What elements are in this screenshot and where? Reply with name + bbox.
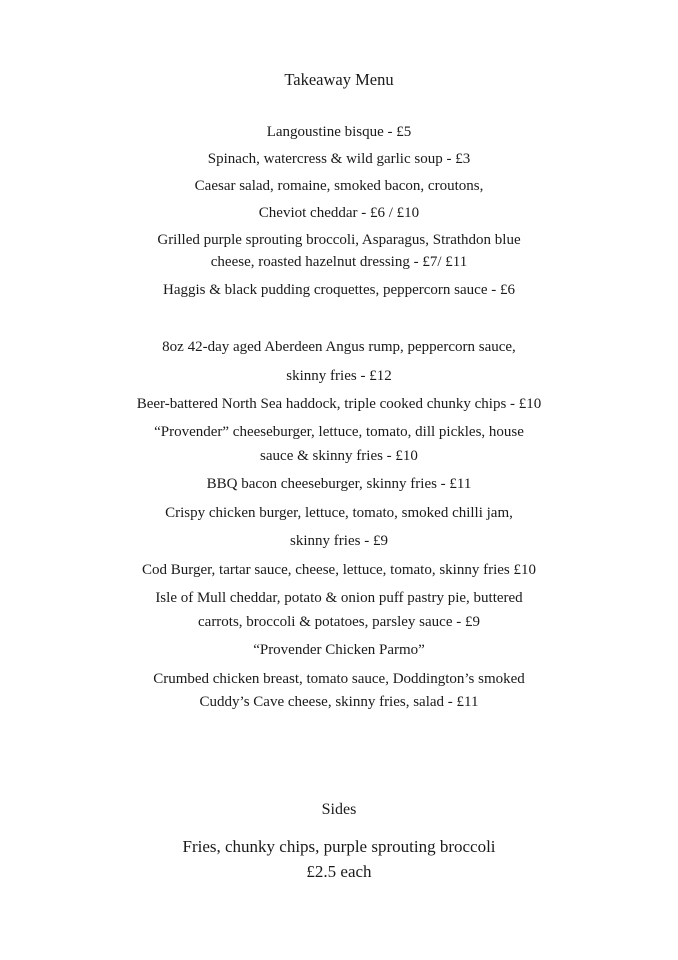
menu-line-main: Crumbed chicken breast, tomato sauce, Doddington’s smoked <box>153 671 525 687</box>
menu-line-main: sauce & skinny fries - £10 <box>260 448 418 464</box>
menu-line-main: 8oz 42-day aged Aberdeen Angus rump, peppercorn sauce, <box>162 339 516 355</box>
menu-title: Takeaway Menu <box>284 70 394 89</box>
menu-line-main: Isle of Mull cheddar, potato & onion puff pastry pie, buttered <box>155 590 523 606</box>
menu-line-main: Cod Burger, tartar sauce, cheese, lettuce, tomato, skinny fries £10 <box>142 562 536 578</box>
menu-line-main: Beer-battered North Sea haddock, triple cooked chunky chips - £10 <box>136 396 542 412</box>
menu-line-starter: Grilled purple sprouting broccoli, Asparagus, Strathdon blue <box>157 232 521 248</box>
menu-line-main: “Provender” cheeseburger, lettuce, tomato, dill pickles, house <box>154 424 524 440</box>
menu-line-starter: Caesar salad, romaine, smoked bacon, croutons, <box>194 178 484 194</box>
menu-line-main: BBQ bacon cheeseburger, skinny fries - £11 <box>206 476 472 492</box>
menu-line-starter: cheese, roasted hazelnut dressing - £7/ £11 <box>210 254 468 270</box>
menu-line-main: skinny fries - £9 <box>290 533 388 549</box>
menu-line-main: skinny fries - £12 <box>286 368 392 384</box>
menu-line-main: carrots, broccoli & potatoes, parsley sauce - £9 <box>198 614 480 630</box>
menu-line-starter: Cheviot cheddar - £6 / £10 <box>258 205 420 221</box>
sides-price: £2.5 each <box>306 862 372 881</box>
menu-line-starter: Haggis & black pudding croquettes, peppercorn sauce - £6 <box>163 282 515 298</box>
menu-line-starter: Langoustine bisque - £5 <box>266 124 412 140</box>
menu-line-main: Cuddy’s Cave cheese, skinny fries, salad - £11 <box>199 694 479 710</box>
sides-title: Sides <box>321 801 357 818</box>
menu-line-main: Crispy chicken burger, lettuce, tomato, smoked chilli jam, <box>165 505 513 521</box>
menu-line-starter: Spinach, watercress & wild garlic soup - £3 <box>207 151 471 167</box>
menu-line-main: “Provender Chicken Parmo” <box>253 642 425 658</box>
sides-items: Fries, chunky chips, purple sprouting broccoli <box>182 837 496 856</box>
